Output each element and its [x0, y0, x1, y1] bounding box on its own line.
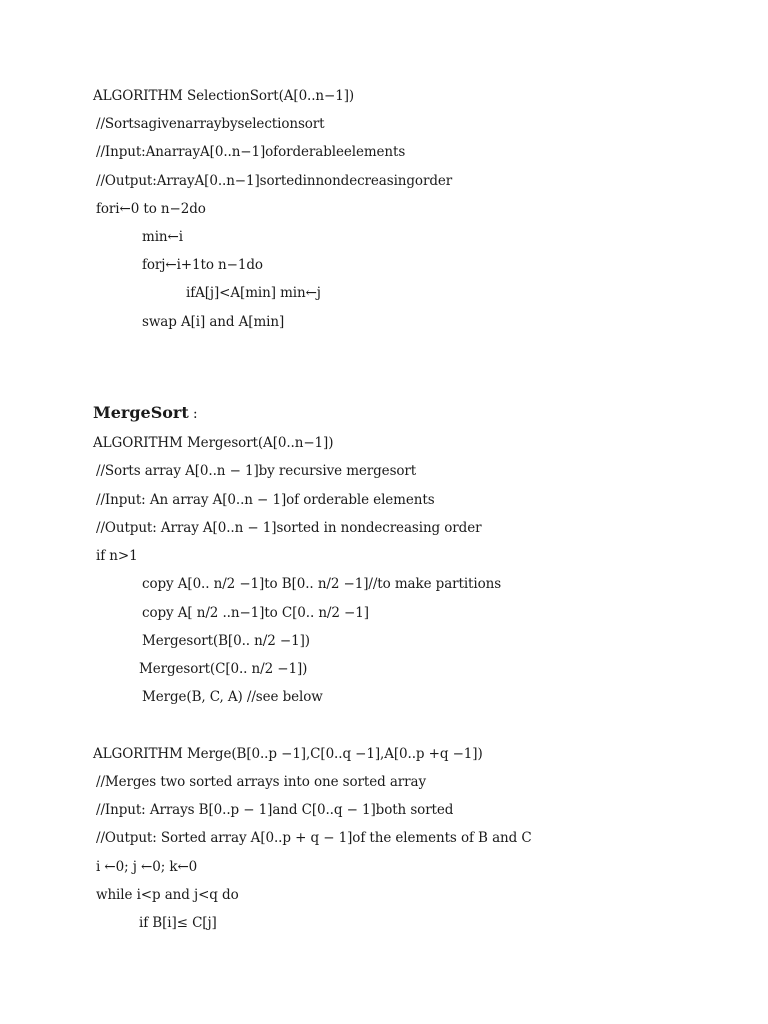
- mergesort-comment: //Sorts array A[0..n − 1]by recursive mergesort: [96, 463, 417, 479]
- merge-init: i ←0; j ←0; k←0: [96, 859, 198, 875]
- mergesort-recurse-b: Mergesort(B[0.. n/2 −1]): [142, 633, 310, 649]
- mergesort-input: //Input: An array A[0..n − 1]of orderable elements: [96, 492, 435, 508]
- merge-if-compare: if B[i]≤ C[j]: [139, 915, 217, 931]
- mergesort-heading-text: MergeSort: [93, 403, 189, 422]
- selection-sort-swap: swap A[i] and A[min]: [142, 314, 285, 330]
- mergesort-copy-right: copy A[ n/2 ..n−1]to C[0.. n/2 −1]: [142, 605, 369, 621]
- mergesort-output: //Output: Array A[0..n − 1]sorted in nondecreasing order: [96, 520, 482, 536]
- mergesort-heading: [93, 403, 198, 424]
- merge-algorithm-header: ALGORITHM Merge(B[0..p −1],C[0..q −1],A[0..p +q −1]): [93, 746, 483, 762]
- selection-sort-input: //Input:AnarrayA[0..n−1]oforderableelements: [96, 144, 406, 160]
- merge-while-loop: while i<p and j<q do: [96, 887, 239, 903]
- mergesort-algorithm-header: ALGORITHM Mergesort(A[0..n−1]): [93, 435, 334, 451]
- mergesort-condition: if n>1: [96, 548, 138, 564]
- selection-sort-compare: ifA[j]<A[min] min←j: [186, 285, 321, 301]
- selection-sort-min-init: min←i: [142, 229, 183, 245]
- mergesort-merge-call: Merge(B, C, A) //see below: [142, 689, 323, 705]
- selection-sort-output: //Output:ArrayA[0..n−1]sortedinnondecreasingorder: [96, 173, 453, 189]
- selection-sort-comment: //Sortsagivenarraybyselectionsort: [96, 116, 325, 132]
- merge-input: //Input: Arrays B[0..p − 1]and C[0..q − 1]both sorted: [96, 802, 454, 818]
- mergesort-copy-left: copy A[0.. n/2 −1]to B[0.. n/2 −1]//to make partitions: [142, 576, 502, 592]
- selection-sort-header: ALGORITHM SelectionSort(A[0..n−1]): [93, 88, 355, 104]
- merge-comment: //Merges two sorted arrays into one sorted array: [96, 774, 426, 790]
- selection-sort-outer-loop: fori←0 to n−2do: [96, 201, 206, 217]
- mergesort-recurse-c: Mergesort(C[0.. n/2 −1]): [139, 661, 308, 677]
- selection-sort-inner-loop: forj←i+1to n−1do: [142, 257, 263, 273]
- merge-output: //Output: Sorted array A[0..p + q − 1]of the elements of B and C: [96, 830, 532, 846]
- mergesort-heading-colon: :: [188, 406, 198, 422]
